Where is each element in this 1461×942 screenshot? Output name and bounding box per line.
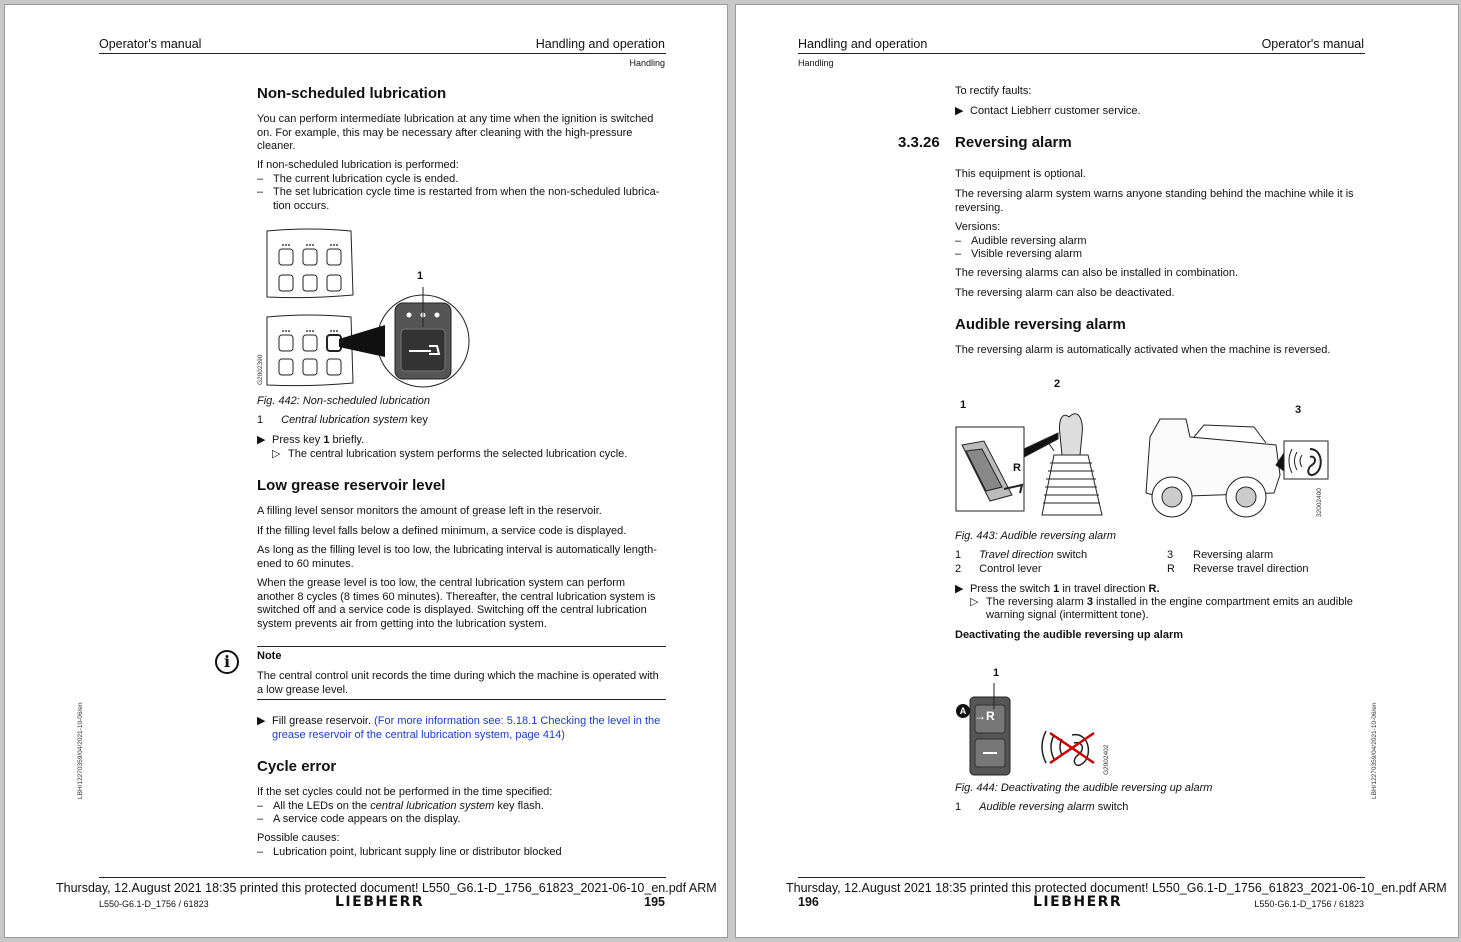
figure-443-illustration [954, 397, 1334, 527]
cross-reference-link-cont[interactable]: grease reservoir of the central lubrication system, page 414) [272, 729, 565, 741]
legend-text: switch [1053, 549, 1088, 561]
step-text-mid: in travel direction [1059, 583, 1149, 595]
text-line: This equipment is optional. [955, 168, 1086, 180]
header-sub: Handling [629, 58, 665, 68]
legend-text: Central lubrication system [281, 414, 408, 426]
dash-text: A service code appears on the display. [273, 813, 461, 825]
section-title-grease: Low grease reservoir level [257, 477, 446, 494]
legend-suffix: key [407, 414, 428, 426]
step-text: Fill grease reservoir. [272, 715, 375, 727]
dash-text: Lubrication point, lubricant supply line or distributor blocked [273, 845, 562, 858]
legend-item [1167, 549, 1273, 563]
section-title-nonscheduled: Non-scheduled lubrication [257, 85, 447, 102]
dash-item: – The current lubrication cycle is ended. [257, 172, 459, 185]
dash-text: All the LEDs on the [273, 799, 371, 812]
figure-444-callout-1: 1 [993, 667, 1000, 679]
step-text-end: briefly. [329, 434, 365, 446]
dash-item: – The set lubrication cycle time is restarted from when the non-scheduled lubrica- [257, 186, 660, 198]
footer-doc-id: L550-G6.1-D_1756 / 61823 [99, 899, 209, 909]
footer-rule [99, 877, 666, 878]
legend-suffix: switch [1094, 801, 1129, 813]
text-line: Possible causes: [257, 832, 340, 844]
figure-443-callout-2: 2 [1054, 378, 1061, 390]
dash-item: – Audible reversing alarm [955, 234, 1087, 247]
figure-443-code: 32002400 [1316, 488, 1323, 517]
nonscheduled-list [257, 159, 659, 213]
step-switch: 1 [1053, 583, 1060, 595]
figure-443-caption: Fig. 443: Audible reversing alarm [955, 530, 1117, 542]
dash-item: – A service code appears on the display. [257, 813, 461, 825]
result-text-end: installed in the engine compartment emits an audible [1093, 596, 1353, 608]
legend-num: 1 [955, 549, 962, 561]
versions-list [955, 221, 1087, 262]
section-title-cycle-error: Cycle error [257, 758, 337, 775]
cycle-error-body [257, 786, 552, 827]
step-text: Press the switch [970, 583, 1054, 595]
figure-444-code: G2002402 [1103, 744, 1110, 775]
legend-num: 3 [1167, 549, 1174, 561]
header-left: Handling and operation [798, 37, 928, 51]
legend-text: Audible reversing alarm [979, 801, 1095, 813]
text-line: The reversing alarm can also be deactivated. [955, 287, 1175, 299]
figure-443-callout-3: 3 [1295, 404, 1302, 416]
text-line: To rectify faults: [955, 85, 1032, 97]
figure-443-callout-r: R [1013, 462, 1021, 474]
page-right [735, 4, 1459, 938]
header-left: Operator's manual [99, 37, 202, 51]
text-line: system prevents air from getting into the lubrication system. [257, 617, 547, 630]
text-line: switched off and a service code is displayed. Switching off the central lubrication [257, 604, 647, 616]
possible-causes [257, 832, 562, 859]
text-line: You can perform intermediate lubrication at any time when the ignition is switched [257, 113, 654, 125]
text-line: cleaner. [257, 140, 296, 152]
step-result: ▷ The reversing alarm 3 installed in the engine compartment emits an audible [970, 596, 1353, 608]
header-right: Operator's manual [1261, 37, 1364, 51]
dash-text-end: key flash. [494, 799, 544, 812]
text-line: The reversing alarms can also be installed in combination. [955, 267, 1239, 279]
header-sub: Handling [798, 58, 834, 68]
footer-print-notice: Thursday, 12.August 2021 18:35 printed this protected document! L550_G6.1-D_1756_61823_2021-06-10_en.pdf ARM [56, 881, 717, 895]
legend-text: Reversing alarm [1193, 549, 1274, 561]
figure-444-legend [955, 801, 1128, 815]
liebherr-logo: LIEBHERR [1033, 894, 1123, 910]
legend-num: 1 [257, 414, 264, 426]
legend-num: 1 [955, 801, 962, 813]
page-left [4, 4, 728, 938]
step-result: ▷ The central lubrication system performs the selected lubrication cycle. [272, 448, 628, 460]
dash-text-italic: central lubrication system [370, 799, 495, 812]
legend-item [955, 549, 1087, 563]
dash-item: – Visible reversing alarm [955, 248, 1083, 260]
page-number: 195 [644, 895, 665, 909]
text-line: The reversing alarm is automatically activated when the machine is reversed. [955, 344, 1331, 356]
dash-text: The set lubrication cycle time is restarted from when the non-scheduled lubrica- [273, 186, 660, 198]
result-num: 3 [1086, 596, 1093, 608]
dash-item: – Lubrication point, lubricant supply line or distributor blocked [257, 845, 562, 858]
figure-444-illustration [954, 685, 1114, 780]
subheading-deactivate: Deactivating the audible reversing up alarm [955, 629, 1184, 641]
step-fill-reservoir: ▶ Fill grease reservoir. (For more information see: 5.18.1 Checking the level in the [257, 715, 661, 727]
side-document-code: LBH/12270359/04/2021-10-06/en [1371, 702, 1378, 799]
footer-doc-id: L550-G6.1-D_1756 / 61823 [1254, 899, 1364, 909]
text-line: The central control unit records the time during which the machine is operated with [257, 670, 659, 682]
info-icon: i [215, 650, 239, 674]
dash-item: – All the LEDs on the central lubrication system key flash. [257, 799, 544, 812]
note-body [257, 670, 659, 697]
dash-text-cont: tion occurs. [273, 199, 330, 212]
text-line: Versions: [955, 221, 1001, 233]
side-document-code: LBH/12270359/04/2021-10-06/en [77, 702, 84, 799]
figure-442-callout: 1 [417, 270, 424, 282]
figure-444-marker-a: A [956, 704, 970, 718]
text-line: The reversing alarm system warns anyone standing behind the machine while it is [955, 188, 1354, 200]
header-rule [798, 53, 1365, 54]
grease-para-4 [257, 577, 655, 631]
text-line: When the grease level is too low, the central lubrication system can perform [257, 577, 626, 589]
legend-item [955, 563, 1041, 577]
step-contact-service: ▶ Contact Liebherr customer service. [955, 105, 1141, 117]
text-line: on. For example, this may be necessary after cleaning with the high-pressure [257, 126, 633, 139]
dash-text: Audible reversing alarm [971, 234, 1087, 247]
figure-444-key-label: →R [974, 709, 995, 723]
nonscheduled-body [257, 113, 653, 154]
text-line: ened to 60 minutes. [257, 557, 354, 570]
text-line: If the filling level falls below a defined minimum, a service code is displayed. [257, 525, 627, 537]
liebherr-logo: LIEBHERR [335, 894, 425, 910]
result-text: The central lubrication system performs the selected lubrication cycle. [288, 448, 628, 460]
text-line: another 8 cycles (8 times 60 minutes). Thereafter, the central lubrication system is [257, 590, 656, 603]
legend-text: Reverse travel direction [1192, 563, 1309, 575]
note-rule-top [257, 646, 666, 647]
grease-para-3 [257, 544, 657, 571]
step-text: Contact Liebherr customer service. [970, 105, 1141, 117]
header-right: Handling and operation [535, 37, 665, 51]
section-number: 3.3.26 [898, 134, 940, 151]
step-press-key: ▶ Press key 1 briefly. [257, 434, 365, 446]
result-text: The reversing alarm [986, 596, 1087, 608]
dash-text: Visible reversing alarm [971, 248, 1083, 260]
page-number: 196 [798, 895, 819, 909]
figure-442-code: G2002390 [257, 354, 264, 385]
legend-num: R [1167, 563, 1175, 575]
legend-text-italic: Travel direction [979, 549, 1054, 561]
figure-442-caption: Fig. 442: Non-scheduled lubrication [257, 395, 431, 407]
text-line: reversing. [955, 201, 1004, 214]
section-title-reversing-alarm: Reversing alarm [955, 134, 1072, 151]
text-line: If non-scheduled lubrication is performed: [257, 159, 459, 171]
step-direction: R. [1148, 583, 1160, 595]
footer-rule [798, 877, 1365, 878]
header-rule [99, 53, 666, 54]
figure-444-caption: Fig. 444: Deactivating the audible reversing up alarm [955, 782, 1213, 794]
dash-text: The current lubrication cycle is ended. [273, 172, 459, 185]
text-line: a low grease level. [257, 683, 349, 696]
text-line: As long as the filling level is too low, the lubricating interval is automatically length- [257, 544, 657, 556]
text-line: If the set cycles could not be performed in the time specified: [257, 786, 553, 798]
step-press-switch: ▶ Press the switch 1 in travel direction R. [955, 583, 1160, 595]
note-title: Note [257, 650, 282, 662]
note-rule-bottom [257, 699, 666, 700]
section-title-audible: Audible reversing alarm [955, 316, 1126, 333]
legend-text: Control lever [979, 563, 1042, 575]
figure-442-legend [257, 414, 428, 428]
text-line: A filling level sensor monitors the amount of grease left in the reservoir. [257, 505, 602, 517]
figure-443-callout-1: 1 [960, 399, 967, 411]
legend-item [1167, 563, 1309, 577]
step-key: 1 [323, 434, 330, 446]
footer-print-notice: Thursday, 12.August 2021 18:35 printed this protected document! L550_G6.1-D_1756_61823_2021-06-10_en.pdf ARM [786, 881, 1447, 895]
reversing-para-2 [955, 188, 1354, 215]
legend-num: 2 [955, 563, 962, 575]
step-text: Press key [272, 434, 324, 446]
step-result-cont: warning signal (intermittent tone). [986, 609, 1149, 621]
cross-reference-link[interactable]: (For more information see: 5.18.1 Checking the level in the [374, 715, 661, 727]
figure-442-illustration [259, 227, 479, 397]
